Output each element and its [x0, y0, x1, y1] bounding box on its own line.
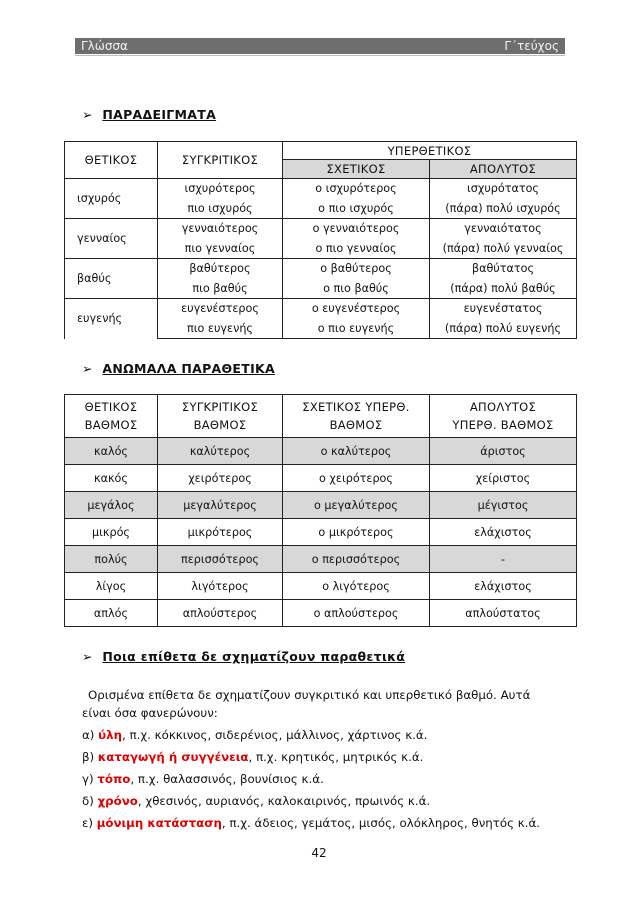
table-row: [65, 573, 577, 600]
table-cell: γενναιότατος: [430, 219, 577, 239]
section-irregular-heading: [82, 361, 275, 376]
table-cell: ισχυρότατος: [430, 179, 577, 199]
keyword: ύλη: [98, 728, 122, 742]
section-examples-heading: [82, 107, 216, 122]
header-volume: Γ΄τεύχος: [504, 39, 559, 53]
table-cell: άριστος: [430, 438, 577, 465]
table-cell: ο λιγότερος: [283, 573, 430, 600]
table-cell: ελάχιστος: [430, 573, 577, 600]
table-cell: ο πιο γενναίος: [283, 239, 430, 259]
table-cell: πιο ευγενής: [158, 319, 283, 339]
header-cell: ΣΧΕΤΙΚΟΣ ΥΠΕΡΘ. ΒΑΘΜΟΣ: [283, 395, 430, 438]
table-cell: ευγενέστατος: [430, 299, 577, 319]
table-cell: γενναίος: [65, 219, 158, 259]
header-subject: Γλώσσα: [81, 39, 128, 53]
table-cell: (πάρα) πολύ βαθύς: [430, 279, 577, 299]
section-title: Ποια επίθετα δε σχηματίζουν παραθετικά: [102, 649, 406, 664]
table-cell: μικρότερος: [158, 519, 283, 546]
table-cell: ο χειρότερος: [283, 465, 430, 492]
table-cell: ο πιο ισχυρός: [283, 199, 430, 219]
keyword: καταγωγή ή συγγένεια: [97, 750, 249, 764]
table-cell: καλός: [65, 438, 158, 465]
table-cell: γενναιότερος: [158, 219, 283, 239]
table-cell: ελάχιστος: [430, 519, 577, 546]
list-item: α) ύλη, π.χ. κόκκινος, σιδερένιος, μάλλινος, χάρτινος κ.ά.: [82, 728, 428, 742]
table-row: [65, 546, 577, 573]
table-row: [65, 519, 577, 546]
table-cell: ο ευγενέστερος: [283, 299, 430, 319]
header-divider: [75, 55, 565, 56]
header-cell: ΘΕΤΙΚΟΣ ΒΑΘΜΟΣ: [65, 395, 158, 438]
table-cell: πιο ισχυρός: [158, 199, 283, 219]
items-list: [82, 724, 562, 834]
table-cell: ο πιο βαθύς: [283, 279, 430, 299]
arrow-bullet-icon: ➢: [82, 361, 93, 376]
intro-line: είναι όσα φανερώνουν:: [82, 706, 218, 720]
table-cell: ο περισσότερος: [283, 546, 430, 573]
list-item: β) καταγωγή ή συγγένεια, π.χ. κρητικός, μητρικός κ.ά.: [82, 750, 424, 764]
keyword: μόνιμη κατάσταση: [96, 816, 222, 830]
arrow-bullet-icon: ➢: [82, 649, 93, 664]
section-title: ΑΝΩΜΑΛΑ ΠΑΡΑΘΕΤΙΚΑ: [102, 361, 276, 376]
table-cell: βαθύτατος: [430, 259, 577, 279]
table-cell: μέγιστος: [430, 492, 577, 519]
table-cell: ο απλούστερος: [283, 600, 430, 627]
table-cell: πιο γενναίος: [158, 239, 283, 259]
table-row: [65, 465, 577, 492]
header-comparative: ΣΥΓΚΡΙΤΙΚΟΣ: [158, 142, 283, 179]
header-relative: ΣΧΕΤΙΚΟΣ: [283, 160, 430, 179]
header-superlative: ΥΠΕΡΘΕΤΙΚΟΣ: [283, 142, 577, 160]
table-cell: -: [430, 546, 577, 573]
table-cell: ο καλύτερος: [283, 438, 430, 465]
list-item: ε) μόνιμη κατάσταση, π.χ. άδειος, γεμάτος, μισός, ολόκληρος, θνητός κ.ά.: [82, 816, 541, 830]
table-cell: απλούστατος: [430, 600, 577, 627]
table-cell: πολύς: [65, 546, 158, 573]
intro-paragraph: [82, 686, 562, 722]
table-cell: μεγάλος: [65, 492, 158, 519]
running-header: [75, 38, 565, 54]
header-cell: ΣΥΓΚΡΙΤΙΚΟΣ ΒΑΘΜΟΣ: [158, 395, 283, 438]
page-number: 42: [311, 846, 327, 860]
section-no-degrees-heading: [82, 649, 405, 664]
table-cell: ο μεγαλύτερος: [283, 492, 430, 519]
table-cell: κακός: [65, 465, 158, 492]
header-positive: ΘΕΤΙΚΟΣ: [65, 142, 158, 179]
section-title: ΠΑΡΑΔΕΙΓΜΑΤΑ: [102, 107, 217, 122]
table-cell: (πάρα) πολύ ευγενής: [430, 319, 577, 339]
table-cell: (πάρα) πολύ ισχυρός: [430, 199, 577, 219]
keyword: χρόνο: [97, 794, 138, 808]
table-cell: καλύτερος: [158, 438, 283, 465]
table-cell: περισσότερος: [158, 546, 283, 573]
table-cell: ευγενέστερος: [158, 299, 283, 319]
list-item: δ) χρόνο, χθεσινός, αυριανός, καλοκαιρινός, πρωινός κ.ά.: [82, 794, 431, 808]
arrow-bullet-icon: ➢: [82, 107, 93, 122]
table-cell: ο μικρότερος: [283, 519, 430, 546]
table-cell: χειρότερος: [158, 465, 283, 492]
table-cell: βαθύτερος: [158, 259, 283, 279]
table-row: [65, 600, 577, 627]
table-cell: μεγαλύτερος: [158, 492, 283, 519]
table-cell: χείριστος: [430, 465, 577, 492]
table-cell: λίγος: [65, 573, 158, 600]
irregular-table: [64, 394, 577, 627]
table-cell: ισχυρότερος: [158, 179, 283, 199]
table-cell: ισχυρός: [65, 179, 158, 219]
table-cell: ο γενναιότερος: [283, 219, 430, 239]
table-cell: λιγότερος: [158, 573, 283, 600]
table-cell: ευγενής: [65, 299, 158, 339]
examples-table: [64, 141, 577, 339]
table-cell: βαθύς: [65, 259, 158, 299]
header-absolute: ΑΠΟΛΥΤΟΣ: [430, 160, 577, 179]
list-item: γ) τόπο, π.χ. θαλασσινός, βουνίσιος κ.ά.: [82, 772, 324, 786]
table-cell: απλός: [65, 600, 158, 627]
table-row: [65, 438, 577, 465]
table-cell: μικρός: [65, 519, 158, 546]
keyword: τόπο: [97, 772, 131, 786]
table-cell: ο ισχυρότερος: [283, 179, 430, 199]
table-cell: απλούστερος: [158, 600, 283, 627]
table-row: [65, 492, 577, 519]
table-cell: πιο βαθύς: [158, 279, 283, 299]
table-cell: ο πιο ευγενής: [283, 319, 430, 339]
table-cell: ο βαθύτερος: [283, 259, 430, 279]
intro-line: Ορισμένα επίθετα δε σχηματίζουν συγκριτικό και υπερθετικό βαθμό. Αυτά: [88, 688, 531, 702]
header-cell: ΑΠΟΛΥΤΟΣ ΥΠΕΡΘ. ΒΑΘΜΟΣ: [430, 395, 577, 438]
table-cell: (πάρα) πολύ γενναίος: [430, 239, 577, 259]
